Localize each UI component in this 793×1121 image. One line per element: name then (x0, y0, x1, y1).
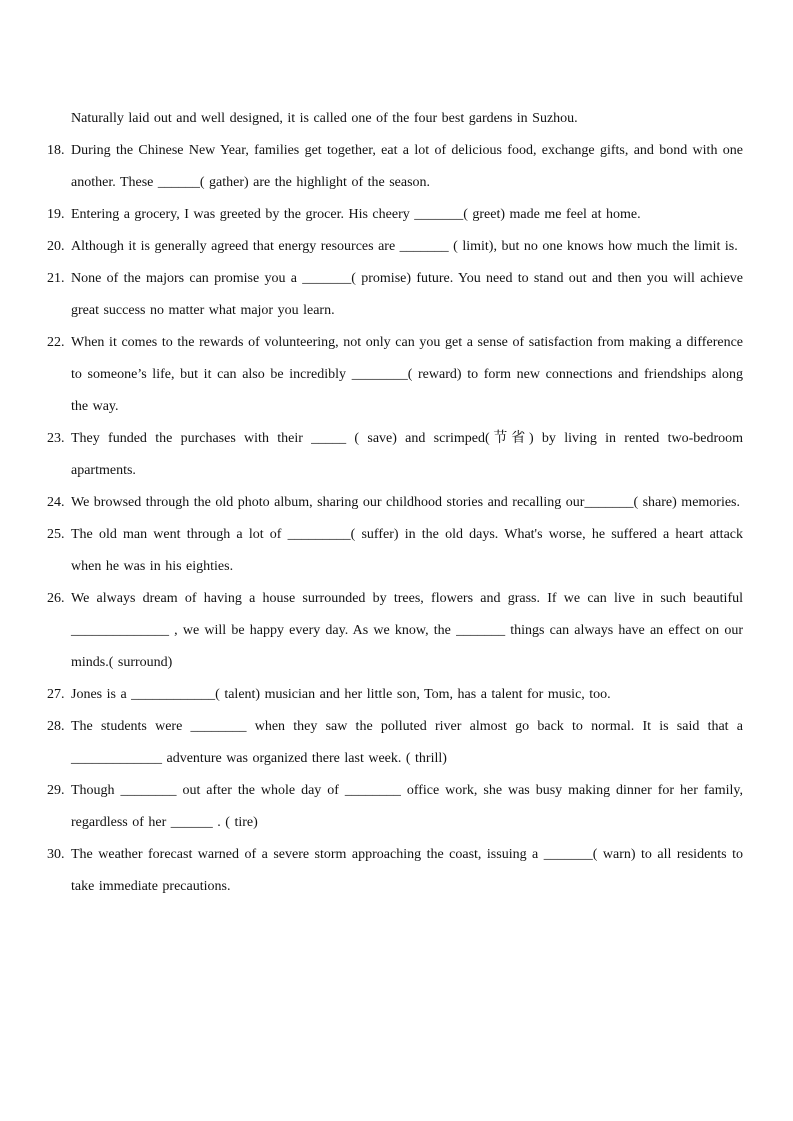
continuation-line: Naturally laid out and well designed, it is called one of the four best gardens in Suzhou. (71, 111, 578, 126)
question-24 (47, 487, 743, 519)
question-text: The weather forecast warned of a severe storm approaching the coast, issuing a _______( warn) to all residents to take immediate precautions. (71, 847, 743, 894)
question-number: 18. (47, 143, 65, 158)
question-26 (47, 583, 743, 679)
question-number: 21. (47, 271, 65, 286)
question-25 (47, 519, 743, 583)
question-22 (47, 327, 743, 423)
question-21 (47, 263, 743, 327)
question-number: 20. (47, 239, 65, 254)
question-text: The old man went through a lot of _________( suffer) in the old days. What's worse, he suffered a heart attack when he was in his eighties. (71, 527, 743, 574)
question-text: Though ________ out after the whole day of ________ office work, she was busy making dinner for her family, regardless of her ______ . ( tire) (71, 783, 743, 830)
question-text: They funded the purchases with their _____ ( save) and scrimped(节省) by living in rented two-bedroom apartments. (71, 431, 743, 478)
question-text: None of the majors can promise you a _______( promise) future. You need to stand out and then you will achieve great success no matter what major you learn. (71, 271, 743, 318)
question-23 (47, 423, 743, 487)
question-30 (47, 839, 743, 903)
question-text: We always dream of having a house surrounded by trees, flowers and grass. If we can live in such beautiful ______________ , we will be happy every day. As we know, the _______ things can always have an effect on our minds.( surround) (71, 591, 743, 670)
question-number: 28. (47, 719, 65, 734)
question-number: 22. (47, 335, 65, 350)
question-text: Entering a grocery, I was greeted by the grocer. His cheery _______( greet) made me feel at home. (71, 207, 641, 222)
question-number: 26. (47, 591, 65, 606)
question-19 (47, 199, 743, 231)
question-28 (47, 711, 743, 775)
question-number: 24. (47, 495, 65, 510)
question-text: Jones is a ____________( talent) musician and her little son, Tom, has a talent for music, too. (71, 687, 611, 702)
question-text: When it comes to the rewards of volunteering, not only can you get a sense of satisfaction from making a difference to someone’s life, but it can also be incredibly ________( reward) to form new connections and friendships along the way. (71, 335, 743, 414)
question-number: 19. (47, 207, 65, 222)
question-number: 30. (47, 847, 65, 862)
question-number: 29. (47, 783, 65, 798)
exercise-list (47, 103, 743, 903)
question-29 (47, 775, 743, 839)
question-18 (47, 135, 743, 199)
question-20 (47, 231, 743, 263)
question-number: 27. (47, 687, 65, 702)
question-number: 25. (47, 527, 65, 542)
question-text: During the Chinese New Year, families get together, eat a lot of delicious food, exchange gifts, and bond with one another. These ______( gather) are the highlight of the season. (71, 143, 743, 190)
question-text: Although it is generally agreed that energy resources are _______ ( limit), but no one knows how much the limit is. (71, 239, 738, 254)
question-27 (47, 679, 743, 711)
question-text: We browsed through the old photo album, sharing our childhood stories and recalling our_______( share) memories. (71, 495, 741, 510)
question-text: The students were ________ when they saw the polluted river almost go back to normal. It is said that a _____________ adventure was organized there last week. ( thrill) (71, 719, 743, 766)
question-number: 23. (47, 431, 65, 446)
